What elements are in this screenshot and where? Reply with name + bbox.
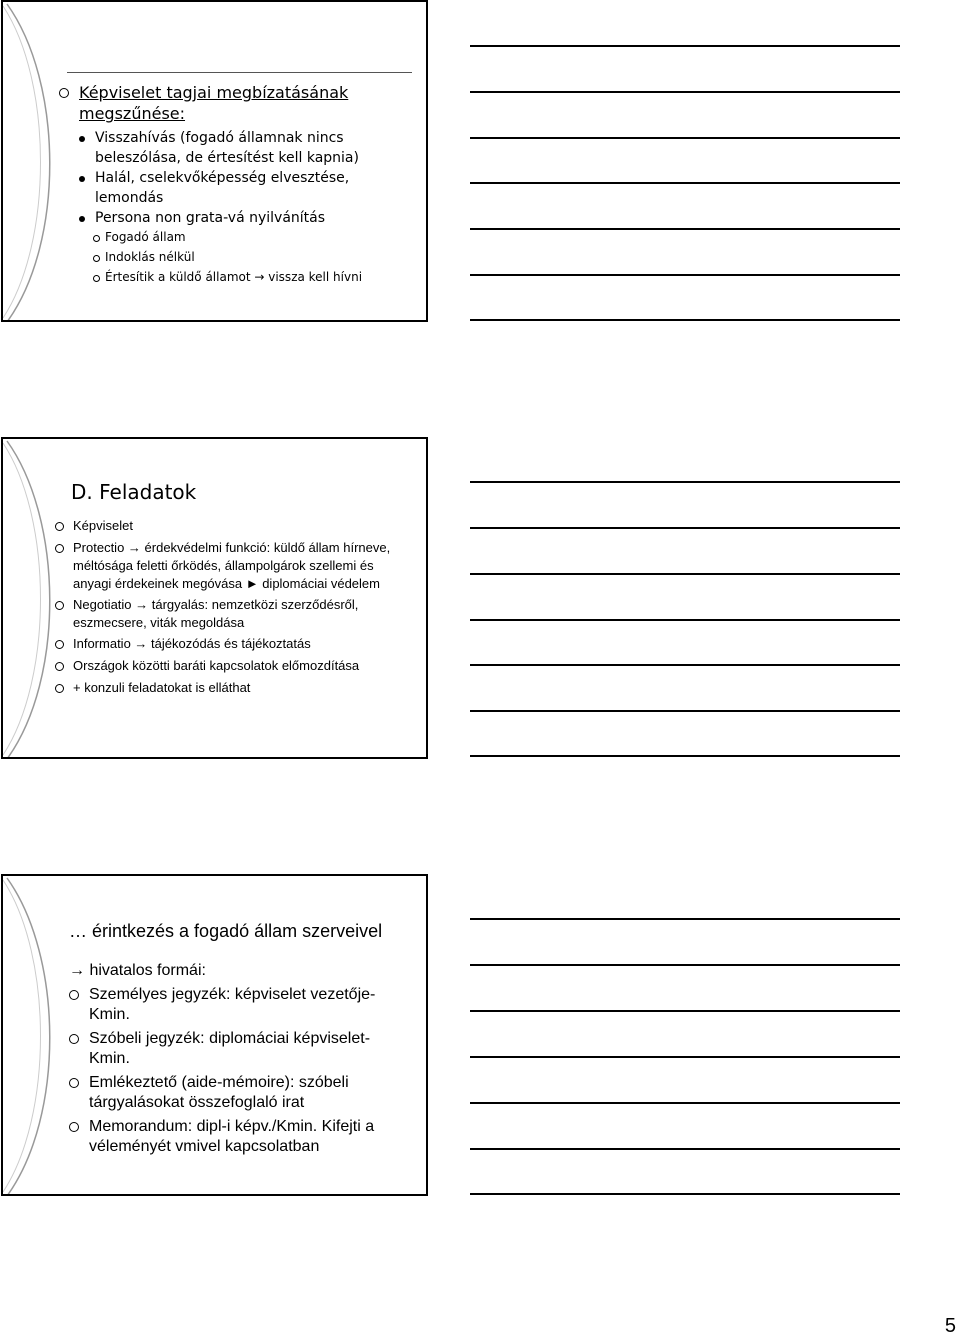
note-line (470, 1056, 900, 1058)
list-item (79, 168, 419, 208)
note-line (470, 137, 900, 139)
note-line (470, 228, 900, 230)
ring-bullet-icon (69, 985, 89, 1025)
list-item-text: Országok közötti baráti kapcsolatok előmozdítása (73, 658, 360, 673)
sub-list-item (93, 268, 419, 288)
slide-2 (1, 437, 428, 759)
ring-bullet-icon (93, 268, 105, 288)
ring-bullet-icon (93, 228, 105, 248)
note-line (470, 1148, 900, 1150)
list-item-text: Informatio → tájékozódás és tájékoztatás (73, 636, 311, 651)
ring-bullet-icon (93, 248, 105, 268)
list-item (55, 635, 415, 654)
sub-list-item-text: Indoklás nélkül (105, 250, 195, 264)
slide-1-content (59, 82, 419, 288)
list-item-text: Emlékeztető (aide-mémoire): szóbeli tárgyalásokat összefoglaló irat (89, 1074, 349, 1111)
slide-1-title: Képviselet tagjai megbízatásának megszűnése: (79, 83, 349, 123)
sub-list-item-text: Értesítik a küldő államot → vissza kell hívni (105, 270, 363, 284)
ring-bullet-icon (69, 1073, 89, 1113)
sub-list-item (93, 248, 419, 268)
ring-bullet-icon (55, 596, 73, 632)
note-line (470, 1102, 900, 1104)
slide-1-title-item (59, 82, 419, 124)
list-item (55, 679, 415, 698)
ring-bullet-icon (59, 82, 79, 124)
list-item (79, 208, 419, 228)
note-line (470, 918, 900, 920)
ring-bullet-icon (69, 1029, 89, 1069)
note-line (470, 755, 900, 757)
note-line (470, 964, 900, 966)
title-divider (67, 72, 412, 73)
note-line (470, 91, 900, 93)
list-item-text: Halál, cselekvőképesség elvesztése, lemondás (95, 170, 350, 206)
sub-list-item (93, 228, 419, 248)
list-item (55, 539, 415, 593)
list-item (69, 1073, 409, 1113)
slide-3-lead: → hivatalos formái: (69, 962, 206, 979)
ring-bullet-icon (55, 539, 73, 593)
ring-bullet-icon (69, 1117, 89, 1157)
list-item-text: Negotiatio → tárgyalás: nemzetközi szerződésről, eszmecsere, viták megoldása (73, 597, 359, 630)
ring-bullet-icon (55, 679, 73, 698)
list-item-text: Memorandum: dipl-i képv./Kmin. Kifejti a véleményét vmivel kapcsolatban (89, 1118, 375, 1155)
note-line (470, 527, 900, 529)
page-number: 5 (944, 1315, 956, 1337)
note-line (470, 481, 900, 483)
note-line (470, 1010, 900, 1012)
list-item (79, 128, 419, 168)
list-item-text: Visszahívás (fogadó államnak nincs beleszólása, de értesítést kell kapnia) (95, 130, 359, 166)
note-line (470, 274, 900, 276)
list-item-text: Képviselet (73, 518, 133, 533)
list-item (69, 1029, 409, 1069)
dot-bullet-icon (79, 168, 95, 208)
list-item (69, 985, 409, 1025)
list-item-text: Persona non grata-vá nyilvánítás (95, 210, 326, 226)
list-item-text: Személyes jegyzék: képviselet vezetője-Kmin. (89, 986, 376, 1023)
list-item-text: + konzuli feladatokat is elláthat (73, 680, 251, 695)
note-line (470, 619, 900, 621)
note-line (470, 45, 900, 47)
dot-bullet-icon (79, 208, 95, 228)
slide-2-title: D. Feladatok (71, 480, 197, 504)
ring-bullet-icon (55, 517, 73, 536)
note-line (470, 182, 900, 184)
list-item-text: Szóbeli jegyzék: diplomáciai képviselet-Kmin. (89, 1030, 371, 1067)
sub-list-item-text: Fogadó állam (105, 230, 186, 244)
ring-bullet-icon (55, 635, 73, 654)
list-item (69, 1117, 409, 1157)
note-line (470, 664, 900, 666)
slide-decoration-curve (3, 876, 73, 1196)
slide-3-title: … érintkezés a fogadó állam szerveivel (69, 921, 383, 941)
slide-3 (1, 874, 428, 1196)
list-item (55, 596, 415, 632)
slide-2-content (55, 517, 415, 701)
note-line (470, 573, 900, 575)
dot-bullet-icon (79, 128, 95, 168)
note-line (470, 319, 900, 321)
list-item (55, 657, 415, 676)
slide-1 (1, 0, 428, 322)
ring-bullet-icon (55, 657, 73, 676)
note-line (470, 1193, 900, 1195)
note-line (470, 710, 900, 712)
list-item (55, 517, 415, 536)
slide-3-content (69, 961, 409, 1161)
list-item-text: Protectio → érdekvédelmi funkció: küldő állam hírneve, méltósága feletti őrködés, állampolgárok szellemi és anyagi érdekeinek megóvása ► diplomáciai védelem (73, 540, 391, 591)
